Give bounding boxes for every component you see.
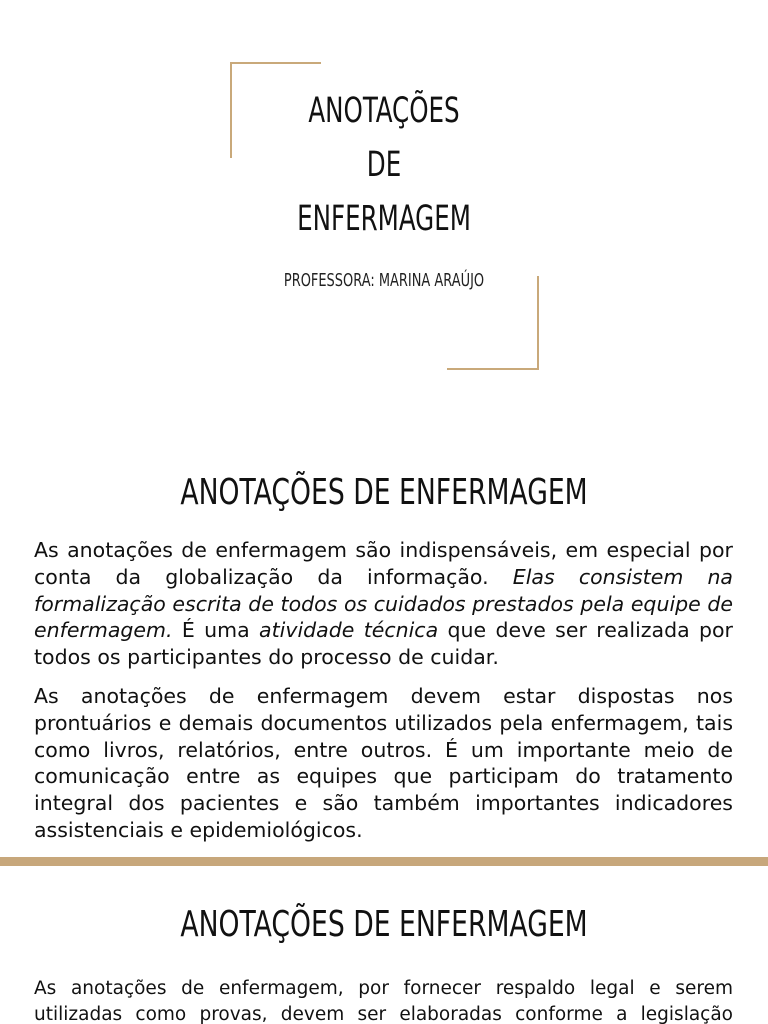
slide2-paragraph-1	[34, 537, 733, 671]
slide2-title: ANOTAÇÕES DE ENFERMAGEM	[180, 472, 588, 513]
cover-subtitle: PROFESSORA: MARINA ARAÚJO	[283, 270, 485, 291]
slide3-title: ANOTAÇÕES DE ENFERMAGEM	[180, 904, 588, 945]
cover-title-line-3: ENFERMAGEM	[297, 199, 471, 239]
slide2-paragraph-2: As anotações de enfermagem devem estar dispostas nos prontuários e demais documentos utilizados pela enfermagem, tais como livros, relatórios, entre outros. É um importante meio de comunicação entre as equipes que participam do tratamento integral dos pacientes e são também importantes indicadores assistenciais e epidemiológicos.	[34, 683, 733, 842]
slide2-p1-italic-term: atividade técnica	[259, 618, 439, 643]
cover-title	[264, 84, 504, 246]
slide2-p1-italic-definition: Elas consistem na formalização escrita de todos os cuidados prestados pela equipe de enfermagem.	[34, 564, 733, 643]
slide2-p1-text-a: As anotações de enfermagem são indispensáveis, em especial por conta da globalização da informação.	[34, 538, 733, 589]
cover-slide	[0, 0, 768, 420]
slide2-p1-text-e: que deve ser realizada por todos os participantes do processo de cuidar.	[34, 618, 733, 670]
corner-frame-top-left-vertical	[230, 62, 232, 158]
corner-frame-bottom-right-horizontal	[447, 368, 539, 370]
slide3-paragraph-1: As anotações de enfermagem, por fornecer respaldo legal e serem utilizadas como provas, devem ser elaboradas conforme a legislação	[34, 978, 733, 1024]
slide2-body	[34, 537, 733, 856]
corner-frame-bottom-right-vertical	[537, 276, 539, 370]
slide2-p1-text-c: É uma	[172, 618, 260, 643]
cover-title-line-2: DE	[366, 145, 402, 185]
corner-frame-top-left-horizontal	[230, 62, 321, 64]
cover-title-line-1: ANOTAÇÕES	[308, 91, 460, 131]
slide-divider	[0, 857, 768, 866]
